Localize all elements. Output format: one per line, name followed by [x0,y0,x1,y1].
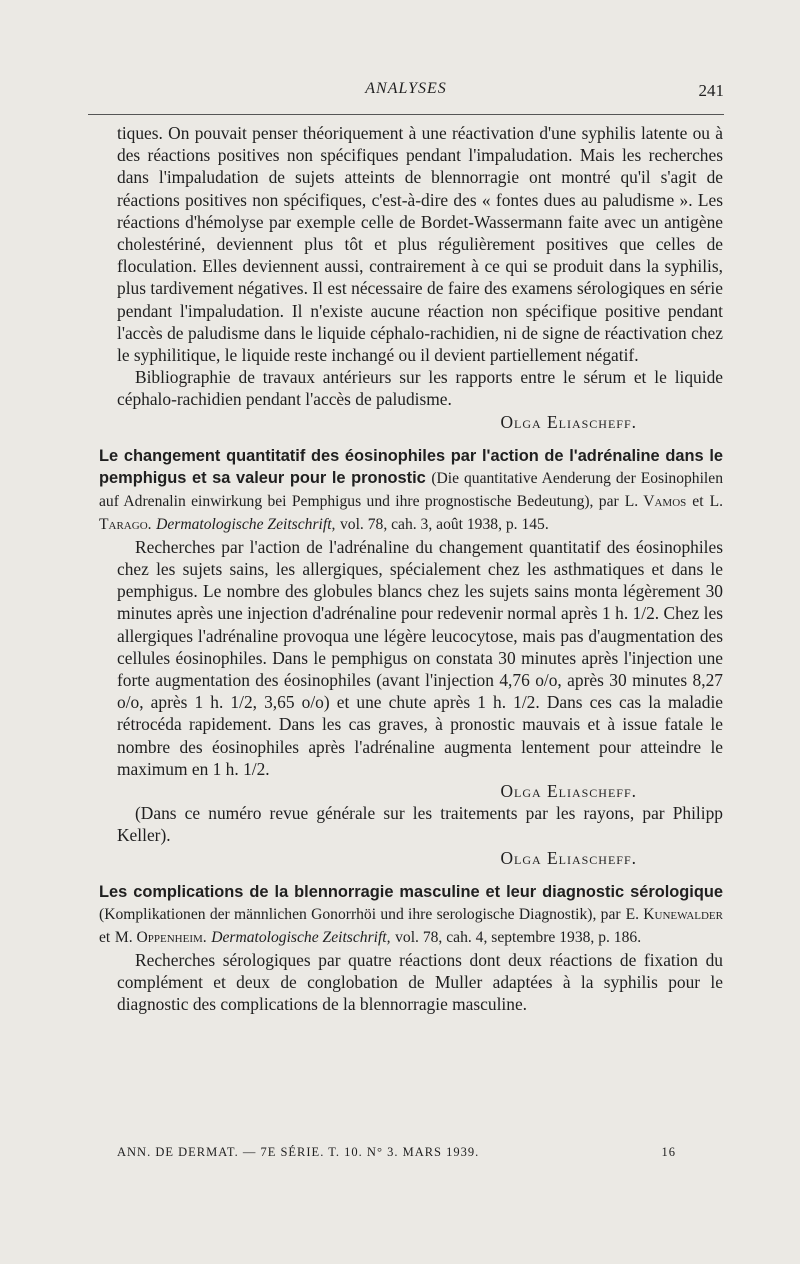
paragraph-continued: tiques. On pouvait penser théoriquement à une réactivation d'une syphilis latente ou à des réactions positives non spécifiques pendant l'impaludation. Mais les recherches dans l'impaludation de sujets atteints de blennorragie ont montré qu'il s'agit de réactions positives non spécifiques, c'est-à-dire des « fontes dues au paludisme ». Les réactions d'hémolyse par exemple celle de Bordet-Wassermann faite avec un antigène cholestériné, deviennent plus tôt et plus régulièrement positives que celles de floculation. Elles deviennent aussi, contrairement à ce qui se produit dans la syphilis, plus tardivement négatives. Il est nécessaire de faire des examens sérologiques en série pendant l'impaludation. Il n'existe aucune réaction non spécifique positive pendant l'accès de paludisme dans le liquide céphalo-rachidien, ni de signe de réactivation chez le syphilitique, le liquide reste inchangé ou il devient partiellement négatif. [117,123,723,366]
article-translation: (Die quantitative Aenderung der Eosinophilen auf Adrenalin einwirkung bei Pemphigus und ihre prognostische Bedeutung), par [99,469,723,510]
page-footer [117,1145,723,1160]
running-head [88,78,724,104]
article-journal: Dermatologische Zeitschrift, [156,515,336,533]
paragraph-bibliography: Bibliographie de travaux antérieurs sur les rapports entre le sérum et le liquide céphalo-rachidien pendant l'accès de paludisme. [117,367,723,410]
article-reference: vol. 78, cah. 3, août 1938, p. 145. [340,515,549,533]
running-head-title: ANALYSES [365,80,447,97]
signature-number: 16 [661,1145,676,1159]
author-signature: Olga Eliascheff. [500,781,637,802]
footer-citation: ANN. DE DERMAT. — 7E SÉRIE. T. 10. N° 3. MARS 1939. [117,1145,480,1159]
page-body [99,122,724,1016]
article-title: Le changement quantitatif des éosinophiles par l'action de l'adrénaline dans le pemphigus et sa valeur pour le pronostic [99,446,723,487]
article-translation: (Komplikationen der männlichen Gonorrhöi und ihre serologische Diagnostik), par [99,905,621,923]
article-author: M. Oppenheim. [114,928,207,946]
paragraph-serologie: Recherches sérologiques par quatre réactions dont deux réactions de fixation du complément et deux de conglobation de Muller adaptées à la syphilis pour le diagnostic des complications de la blennorragie masculine. [117,949,723,1015]
article-and: et [99,928,111,946]
article-author: L. Vamos [624,492,687,510]
author-signature: Olga Eliascheff. [500,847,637,868]
header-rule [88,114,724,115]
article-author: L. Tarago. [99,492,724,533]
page-number: 241 [698,81,724,100]
paragraph-note: (Dans ce numéro revue générale sur les traitements par les rayons, par Philipp Keller). [117,803,723,846]
paragraph-eosinophiles: Recherches par l'action de l'adrénaline du changement quantitatif des éosinophiles chez les sujets sains, les allergiques, spécialement chez les asthmatiques et dans le pemphigus. Le nombre des globules blancs chez les sujets sains monta légèrement 30 minutes après une injection d'adrénaline pour redevenir normal après 1 h. 1/2. Chez les allergiques l'adrénaline provoqua une légère leucocytose, mais pas d'augmentation des cellules éosinophiles. Dans le pemphigus on constata 30 minutes après l'injection une forte augmentation des éosinophiles (avant l'injection 4,76 o/o, après 30 minutes 8,27 o/o, après 1 h. 1/2, 3,65 o/o) et une chute après 1 h. 1/2. Dans ces cas la maladie rétrocéda rapidement. Dans les cas graves, à pronostic mauvais et à issue fatale le nombre des éosinophiles après l'adrénaline augmenta lentement pour atteindre le maximum en 1 h. 1/2. [117,536,723,779]
article-and: et [692,492,704,510]
article-heading-blennorragie [99,881,723,949]
article-author: E. Kunewalder [625,905,723,923]
article-title: Les complications de la blennorragie masculine et leur diagnostic sérologique [99,882,723,901]
article-heading-eosinophiles [99,445,723,536]
author-signature: Olga Eliascheff. [500,411,637,432]
article-journal: Dermatologische Zeitschrift, [211,928,391,946]
article-reference: vol. 78, cah. 4, septembre 1938, p. 186. [395,928,642,946]
